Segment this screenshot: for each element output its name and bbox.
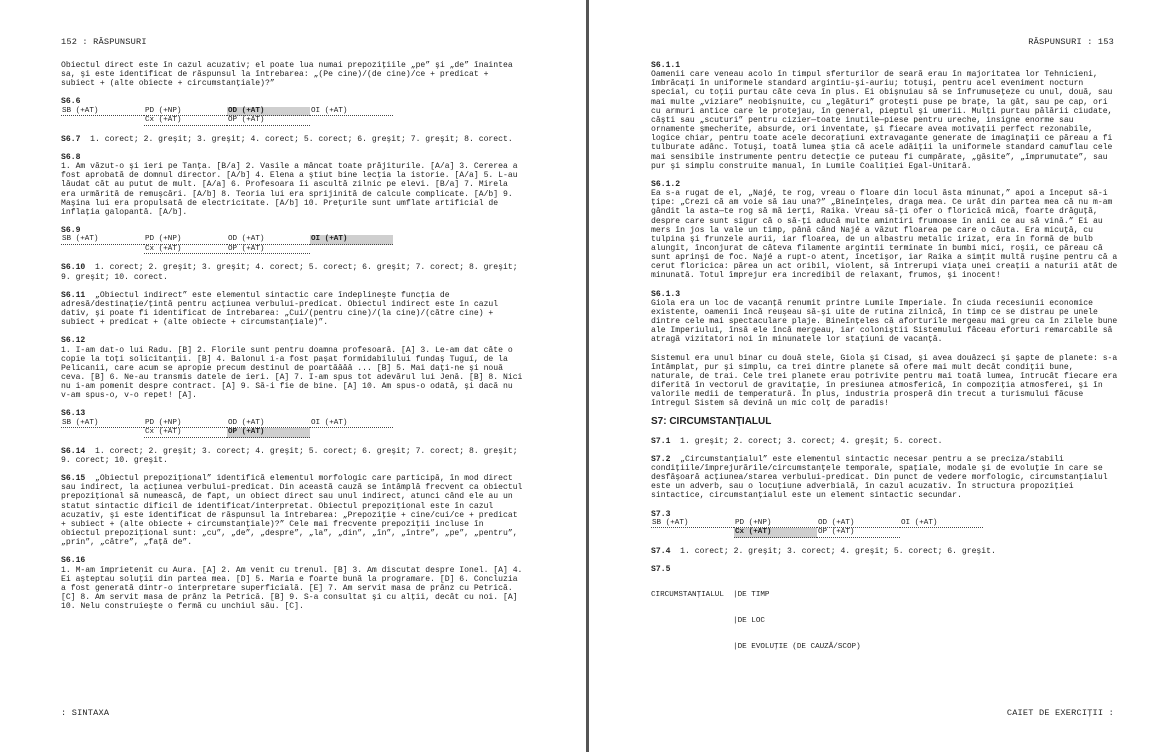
page-footer: : SINTAXA (61, 708, 110, 718)
answer-label: S6.1.2 (651, 179, 681, 189)
page-header: RĂSPUNSURI : 153 (1028, 37, 1114, 47)
table-cell: OI (+AT) (310, 107, 393, 117)
table-cell: PD (+NP) (144, 419, 227, 429)
page-body (651, 61, 1119, 678)
list-item: |DE EVOLUŢIE (DE CAUZĂ/SCOP) (651, 642, 861, 651)
table-cell (61, 245, 144, 255)
table-cell (61, 428, 144, 438)
table-cell: OD (+AT) (227, 419, 310, 429)
parts-table (61, 419, 527, 438)
table-cell (310, 116, 393, 126)
answer-label: S6.12 (61, 336, 86, 346)
table-cell: Cx (+AT) (734, 528, 817, 538)
table-cell: OI (+AT) (900, 519, 983, 529)
table-cell: OP (+AT) (817, 528, 900, 538)
table-row (651, 528, 1119, 538)
answer-s6-15: S6.15 „Obiectul prepoziţional” identifică elementul morfologic care participă, în mod direct sau indirect, la acţiunea verbului-predicat. Din această cauză se întâmplă frecvent ca obiectul prepoziţional să numească, de fapt, un obiect direct sau unul indirect, atunci când ele au un statut sintactic dificil de identificat/interpretat. Obiectul prepoziţional este în cazul acuzativ, şi este identificat de răspunsul la întrebarea: „Prepoziţie + cine/cui/ce + predicat + subiect + (alte obiecte + circumstanţiale)?” Cele mai frecvente prepoziţii incluse în obiectul prepoziţional sunt: „cu”, „de”, „despre”, „la”, „din”, „în”, „între”, „pe”, „pentru”, „prin”, „către”, „faţă de”. (61, 474, 523, 548)
table-row (61, 419, 527, 429)
answer-s6-12: 1. I-am dat-o lui Radu. [B] 2. Florile sunt pentru doamna profesoară. [A] 3. Le-am dat câte o copie la toţi solicitanţii. [B] 4. Balonul i-a fost paşat formidabilului fundaş Tuguí, de la Pelicanii, care acum se apropie precum destinul de poartăăăă ... [B] 5. Mai daţi-ne şi nouă ceva. [B] 6. Ne-au transmis datele de ieri. [A] 7. I-am spus tot adevărul lui Jenă. [B] 8. Nici nu i-am pomenit despre contract. [A] 9. Să-i fie de bine. [A] 10. Am spus-o odată, şi dacă nu v-am spus-o, v-o repet! [A]. (61, 345, 523, 401)
table-cell (310, 428, 393, 438)
page-footer: CAIET DE EXERCIŢII : (1006, 708, 1114, 718)
answer-s6-11: S6.11 „Obiectul indirect” este elementul sintactic care îndeplineşte funcţia de adresă/destinaţie/ţintă pentru acţiunea verbului-predicat. Obiectul indirect este în cazul dativ, şi poate fi identificat de întrebarea: „Cui/(pentru cine)/(la cine)/(către cine) + subiect + predicat + (alte obiecte + circumstanţiale)”. (61, 290, 499, 328)
table-cell: OD (+AT) (227, 235, 310, 245)
table-cell: PD (+NP) (144, 107, 227, 117)
table-cell: Cx (+AT) (144, 428, 227, 438)
answer-label: S7.5 (651, 565, 671, 575)
table-cell (651, 528, 734, 538)
answer-label: S6.8 (61, 152, 81, 162)
answer-label: S6.9 (61, 226, 81, 236)
table-cell: OP (+AT) (227, 116, 310, 126)
table-cell (900, 528, 983, 538)
table-cell: OD (+AT) (817, 519, 900, 529)
table-row (651, 519, 1119, 529)
list-item: |DE LOC (651, 617, 765, 626)
answer-s6-7: S6.7 1. corect; 2. greşit; 3. greşit; 4. corect; 5. corect; 6. greşit; 7. greşit; 8. corect. (61, 134, 513, 144)
parts-table (61, 107, 527, 126)
answer-s6-10: S6.10 1. corect; 2. greşit; 3. greşit; 4. corect; 5. corect; 6. greşit; 7. corect; 8. greşit; 9. greşit; 10. corect. (61, 263, 518, 282)
table-cell: OD (+AT) (227, 107, 310, 117)
answer-s6-1-2: Ea s-a rugat de el, „Najé, te rog, vreau o floare din locul ăsta minunat,” apoi a început să-i ţipe: „Crezi că am voie să iau una?” „Bineînţeles, draga mea. Ce urât din partea mea că nu m-am gândit la asta—te rog să mă ierţi, Raika. Vreau să-ţi ofer o floricică mică, foarte drăguţă, despre care sunt sigur că o să-ţi aducă multe amintiri frumoase în anii ce au să vină.” Ei au mers în jos la vale un timp, până când Najé a văzut floarea pe care o căuta. Era micuţă, cu tulpina şi frunzele aurii, iar floarea, de un albastru metalic irizat, era în formă de bulb alungit, înconjurat de câteva filamente argintii terminate în bumbi mici, roşii, ce păreau că sunt aprinşi de foc. Najé a rupt-o atent, încetişor, iar Raika a simţit multă ruşine pentru că a cerut floricica: părea un act oribil, violent, să întrerupi viaţa unei creaţii a naturii atât de minunată. Totul împrejur era incredibil de relaxant, frumos, şi inocent! (651, 189, 1118, 281)
table-row (61, 116, 527, 126)
table-cell: PD (+NP) (734, 519, 817, 529)
answer-s7-4: S7.4 1. corect; 2. greşit; 3. corect; 4. greşit; 5. corect; 6. greşit. (651, 546, 996, 556)
table-cell: PD (+NP) (144, 235, 227, 245)
table-cell: SB (+AT) (61, 419, 144, 429)
answer-s6-1-1: Oamenii care veneau acolo în timpul sferturilor de seară erau în majoritatea lor Tehnicieni, îmbrăcaţi în uniformele standard argintiu-şi-auriu; totuşi, pentru acel eveniment nocturn special, cu toţii purtau câte ceva în plus. Ei obişnuiau să se înfrumuseţeze cu unul, două, sau mai multe „viziare” neobişnuite, cu „legături” groteşti puse pe braţe, la gât, sau pe cap, ori cu armuri antice care le protejau, în general, pieptul şi umerii. Mulţi purtau pălării ciudate, căşti sau „scuturi” pentru cizier—toate inutile—piese pentru ureche, insigne enorme sau ornamente şmecherite, absurde, ori inventate, şi fiecare avea motivaţii perfect rezonabile, logice chiar, pentru toate acele decoraţiuni extravagante generate de imaginaţii ce păreau a fi tulburate adânc. Totuşi, toată lumea ştia că acele adăiţii la uniformele standard camuflau cele mai sensibile instrumente pentru detecţie ce puteau fi cumpărate, „găsite”, „împrumutate”, sau pur şi simplu construite manual, în Lumile Coaliţiei Egal-Unitară. (651, 70, 1113, 171)
section-title: S7: CIRCUMSTANŢIALUL (651, 416, 772, 428)
right-page (589, 0, 1175, 752)
answer-label: S6.1.3 (651, 289, 681, 299)
answer-label: S6.13 (61, 409, 86, 419)
parts-table (61, 235, 527, 254)
table-cell: SB (+AT) (61, 235, 144, 245)
table-cell: SB (+AT) (61, 107, 144, 117)
parts-table (651, 519, 1119, 538)
answer-s7-1: S7.1 1. greşit; 2. corect; 3. corect; 4. greşit; 5. corect. (651, 436, 943, 446)
answer-s6-1-3: Giola era un loc de vacanţă renumit printre Lumile Imperiale. În ciuda recesiunii economice existente, oamenii încă reuşeau să-şi uite de rutina zilnică, în timp ce se distrau pe unele dintre cele mai spectaculare plaje. Bineînţeles că aforturile mergeau mai greu ca în zilele bune ale Imperiului, însă ele încă mergeau, iar coloniştii Sistemului făceau eforturi remarcabile să atragă vizitatori noi în minunatele lor staţiuni de vacanţă. (651, 298, 1118, 345)
table-cell: SB (+AT) (651, 519, 734, 529)
table-row (61, 235, 527, 245)
table-row (61, 107, 527, 117)
table-cell: OP (+AT) (227, 245, 310, 255)
table-cell: OP (+AT) (227, 428, 310, 438)
answer-s6-16: 1. M-am împrietenit cu Aura. [A] 2. Am venit cu trenul. [B] 3. Am discutat despre Ionel. [A] 4. Ei aşteptau soluţii din partea mea. [D] 5. Maria e foarte bună la programare. [D] 6. Concluzia a fost generată dintr-o interpretare superficială. [E] 7. Am servit masa de prânz cu Petrică. [C] 8. Am servit masa de prânz la Petrică. [B] 9. S-a consultat şi cu alţii, decât cu noi. [A] 10. Nelu construieşte o fermă cu unchiul său. [C]. (61, 565, 523, 612)
answer-label: S6.16 (61, 556, 86, 566)
left-page (0, 0, 586, 752)
answer-label: S7.3 (651, 509, 671, 519)
circumstantial-list (651, 574, 1119, 669)
answer-label: S6.6 (61, 97, 81, 107)
table-cell: OI (+AT) (310, 419, 393, 429)
table-row (61, 428, 527, 438)
answer-s6-8: 1. Am văzut-o şi ieri pe Tanţa. [B/a] 2. Vasile a mâncat toate prăjiturile. [A/a] 3. Cererea a fost aprobată de domnul director. [A/b] 4. Elena a ştiut bine lecţia la istorie. [A/a] 5. L-au lăudat căt au putut de mult. [A/a] 6. Profesoara îi ascultă zilnic pe elevi. [B/a] 7. Mirela era urmărită de remuşcări. [A/b] 8. Teoria lui era sprijinită de calcule complicate. [A/b] 9. Maşina lui era propulsată de electricitate. [A/b] 10. Preţurile sunt umflate artificial de inflaţia galopantă. [A/b]. (61, 162, 518, 217)
table-cell: Cx (+AT) (144, 116, 227, 126)
table-cell: Cx (+AT) (144, 245, 227, 255)
table-row (61, 245, 527, 255)
answer-label: S6.1.1 (651, 61, 681, 70)
page-body (61, 61, 527, 620)
answer-s6-1-3-cont: Sistemul era unul binar cu două stele, Giola şi Cisad, şi avea douăzeci şi şapte de planete: s-a întâmplat, pur şi simplu, ca trei dintre planete să ofere mai mult decât condiţii bune, naturale, de trai. Cele trei planete erau potrivite pentru mai toată lumea, întrucât fiecare era diferită în vectorul de gravitaţie, în presiunea atmosferică, în compoziţia atmosferei, şi în valorile medii de temperatură. În plus, industria prosperă din trecut a turismului făcuse întregul Sistem să devină un mic colţ de paradis! (651, 353, 1118, 409)
answer-s7-2: S7.2 „Circumstanţialul” este elementul sintactic necesar pentru a se preciza/stabili condiţiile/împrejurările/circumstanţele temporale, spaţiale, modale şi de evoluţie în care se desfăşoară acţiunea/starea verbului-predicat. Din punct de vedere morfologic, circumstanţialul este un adverb, sau o locuţiune adverbială, în cazul acuzativ. În structura propoziţiei sintactice, circumstanţialul este un element sintactic secundar. (651, 454, 1108, 501)
list-head: CIRCUMSTANŢIALUL |DE TIMP (651, 591, 770, 600)
table-cell: OI (+AT) (310, 235, 393, 245)
intro-paragraph: Obiectul direct este în cazul acuzativ; el poate lua numai prepoziţiile „pe” şi „de” înaintea sa, şi este identificat de răspunsul la întrebarea: „(Pe cine)/(de cine)/ce + predicat + subiect + (alte obiecte + circumstanţiale)?” (61, 61, 513, 89)
table-cell (310, 245, 393, 255)
answer-s6-14: S6.14 1. corect; 2. greşit; 3. corect; 4. greşit; 5. corect; 6. greşit; 7. corect; 8. greşit; 9. corect; 10. greşit. (61, 446, 518, 465)
page-header: 152 : RĂSPUNSURI (61, 37, 147, 47)
table-cell (61, 116, 144, 126)
